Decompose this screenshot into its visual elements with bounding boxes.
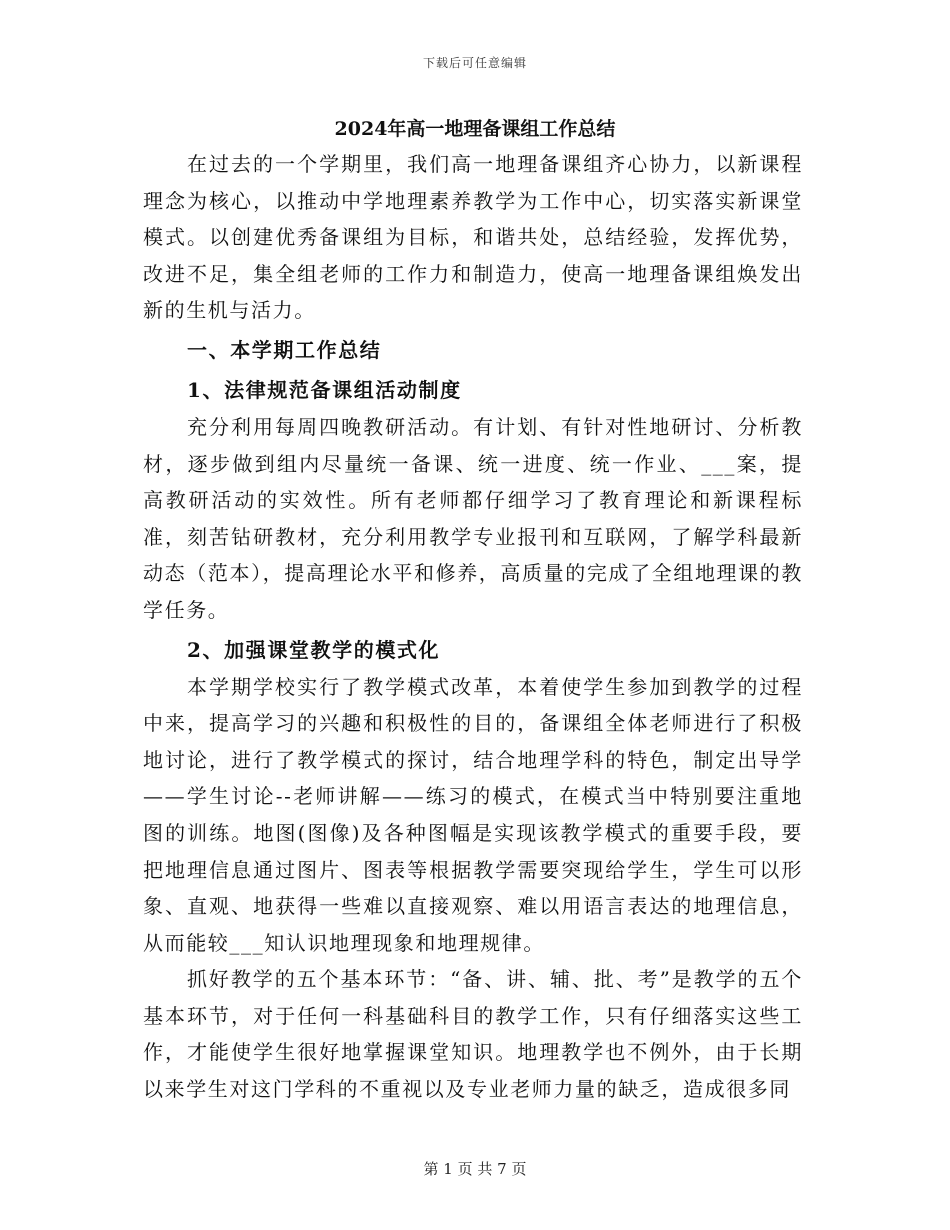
- five-steps-paragraph: 抓好教学的五个基本环节：“备、讲、辅、批、考”是教学的五个基本环节，对于任何一科基础科目的教学工作，只有仔细落实这些工作，才能使学生很好地掌握课堂知识。地理教学也不例外，由于长期以来学生对这门学科的不重视以及专业老师力量的缺乏，造成很多同: [143, 967, 803, 1102]
- page-number: 第 1 页 共 7 页: [423, 1160, 527, 1178]
- page-header-note: 下载后可任意编辑: [422, 56, 527, 70]
- document-title: 2024年高一地理备课组工作总结: [334, 118, 616, 140]
- section-heading-summary: 一、本学期工作总结: [187, 337, 382, 362]
- subsection-heading-teaching-mode: 2、加强课堂教学的模式化: [187, 637, 441, 662]
- intro-paragraph: 在过去的一个学期里，我们高一地理备课组齐心协力，以新课程理念为核心，以推动中学地理素养教学为工作中心，切实落实新课堂模式。以创建优秀备课组为目标，和谐共处，总结经验，发挥优势，改进不足，集全组老师的工作力和制造力，使高一地理备课组焕发出新的生机与活力。: [143, 152, 803, 323]
- document-body: [143, 146, 803, 1108]
- subsection-heading-activity-rules: 1、法律规范备课组活动制度: [187, 377, 462, 402]
- activity-rules-paragraph: 充分利用每周四晚教研活动。有计划、有针对性地研讨、分析教材，逐步做到组内尽量统一备课、统一进度、统一作业、___案，提高教研活动的实效性。所有老师都仔细学习了教育理论和新课程标准，刻苦钻研教材，充分利用教学专业报刊和互联网，了解学科最新动态（范本），提高理论水平和修养，高质量的完成了全组地理课的教学任务。: [143, 414, 803, 622]
- teaching-mode-paragraph: 本学期学校实行了教学模式改革，本着使学生参加到教学的过程中来，提高学习的兴趣和积极性的目的，备课组全体老师进行了积极地讨论，进行了教学模式的探讨，结合地理学科的特色，制定出导学——学生讨论--老师讲解——练习的模式，在模式当中特别要注重地图的训练。地图(图像)及各种图幅是实现该教学模式的重要手段，要把地理信息通过图片、图表等根据教学需要突现给学生，学生可以形象、直观、地获得一些难以直接观察、难以用语言表达的地理信息，从而能较___知认识地理现象和地理规律。: [143, 674, 803, 955]
